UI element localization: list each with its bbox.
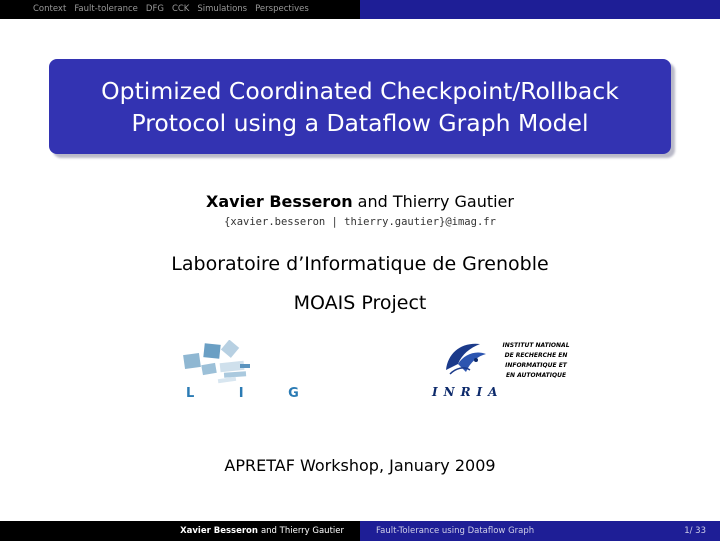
title-line-1: Optimized Coordinated Checkpoint/Rollback: [101, 76, 619, 105]
nav-item-cck[interactable]: CCK: [171, 4, 190, 14]
footer-short-title[interactable]: Fault-Tolerance using Dataflow Graph: [376, 526, 535, 536]
inria-caption-line: INSTITUT NATIONAL: [502, 342, 570, 349]
institute-name: Laboratoire d’Informatique de Grenoble: [171, 253, 549, 275]
nav-right-panel: [360, 0, 720, 19]
title-line-2: Protocol using a Dataflow Graph Model: [131, 108, 589, 137]
page-number: 1/ 33: [684, 526, 706, 536]
nav-item-perspectives[interactable]: Perspectives: [255, 4, 309, 14]
nav-item-context[interactable]: Context: [33, 4, 67, 14]
footer-primary-author: Xavier Besseron: [180, 526, 258, 536]
inria-caption-line: INFORMATIQUE ET: [505, 362, 567, 369]
nav-item-fault-tolerance[interactable]: Fault-tolerance: [74, 4, 138, 14]
title-block: [49, 59, 671, 154]
nav-item-simulations[interactable]: Simulations: [197, 4, 248, 14]
section-nav: [33, 4, 309, 14]
event-name: APRETAF Workshop, January 2009: [224, 456, 496, 475]
inria-caption-line: EN AUTOMATIQUE: [505, 372, 567, 379]
author-line: [0, 192, 720, 211]
primary-author: Xavier Besseron: [206, 192, 353, 211]
footer-title-panel: [360, 521, 720, 541]
inria-caption: [496, 341, 576, 381]
co-author: and Thierry Gautier: [357, 192, 514, 211]
top-navigation-bar: [0, 0, 720, 19]
footer-co-author: and Thierry Gautier: [260, 526, 344, 536]
lig-logo-text: L I G: [186, 386, 319, 401]
project-name: MOAIS Project: [293, 292, 427, 314]
nav-item-dfg[interactable]: DFG: [145, 4, 164, 14]
author-emails: {xavier.besseron | thierry.gautier}@imag.fr: [224, 216, 496, 228]
inria-logo-text: INRIA: [432, 385, 504, 399]
footer-bar: [0, 521, 720, 541]
inria-caption-line: DE RECHERCHE EN: [504, 352, 568, 359]
footer-authors: [0, 521, 360, 541]
